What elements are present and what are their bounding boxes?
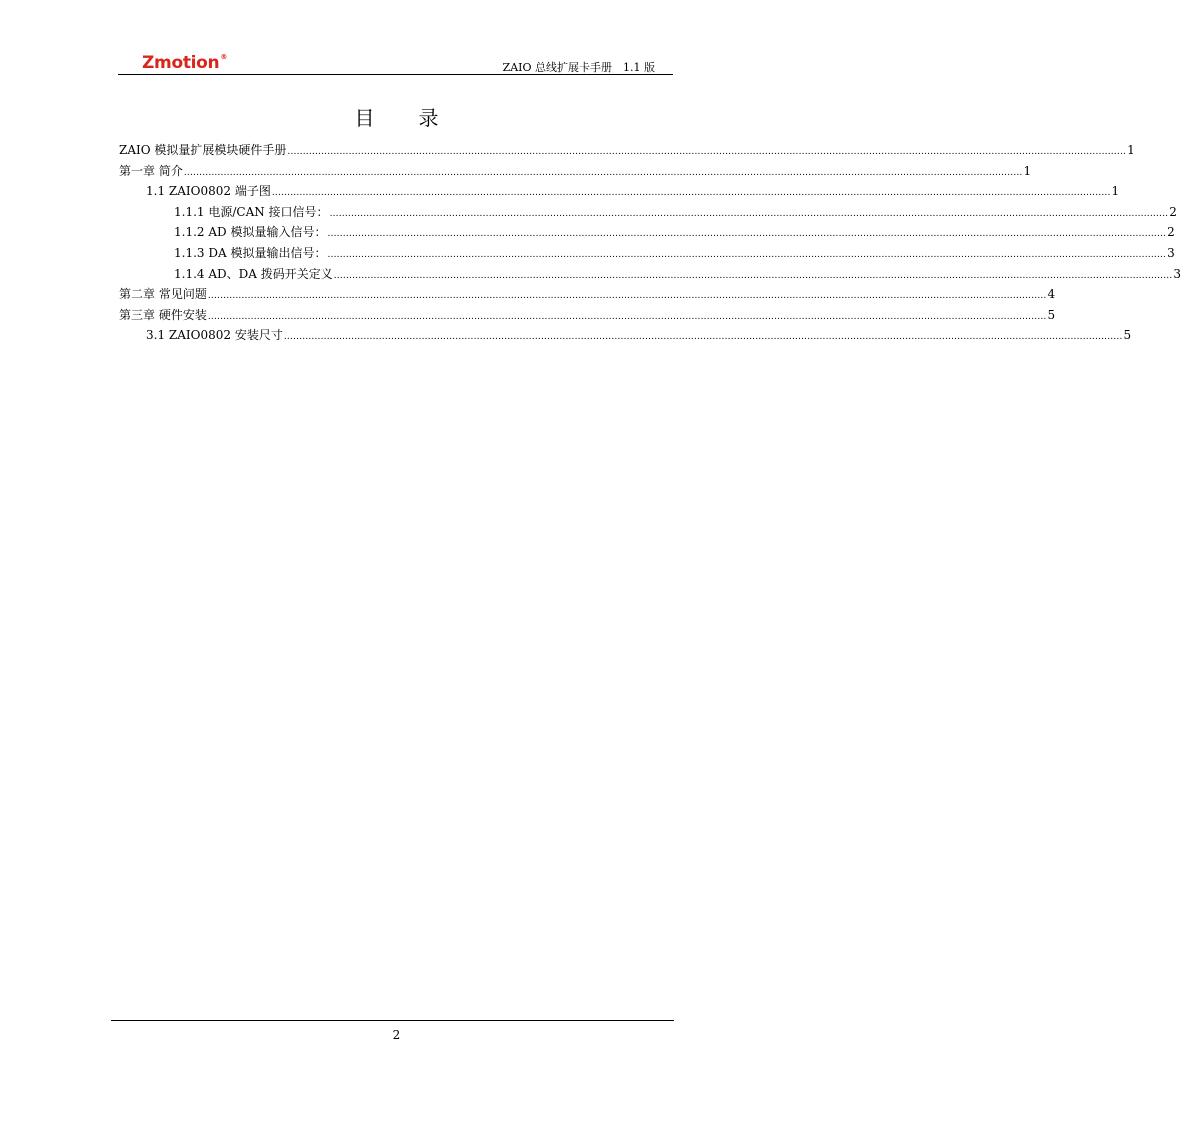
toc-entry-manual[interactable]	[119, 140, 1135, 161]
toc-leader-dots: ..................................................................................................................................................................................................................................................................................	[207, 311, 1047, 322]
toc-entry-chapter-3[interactable]	[119, 305, 1056, 326]
toc-entry-chapter-1[interactable]	[119, 161, 1032, 182]
toc-leader-dots: ..................................................................................................................................................................................................................................................................................	[333, 270, 1173, 281]
toc-entry-label: 第一章 简介	[119, 163, 183, 178]
logo-text: Zmotion	[142, 53, 220, 73]
toc-leader-dots: ..................................................................................................................................................................................................................................................................................	[327, 249, 1167, 260]
toc-entry-label: 1.1.1 电源/CAN 接口信号：	[174, 204, 329, 219]
toc-entry-label: 1.1.4 AD、DA 拨码开关定义	[174, 266, 333, 281]
toc-entry-1-1-2[interactable]	[119, 222, 1175, 243]
toc-entry-page: 4	[1047, 287, 1056, 302]
toc-leader-dots: ..................................................................................................................................................................................................................................................................................	[183, 167, 1023, 178]
toc-leader-dots: ..................................................................................................................................................................................................................................................................................	[283, 332, 1123, 343]
document-title: ZAIO 总线扩展卡手册 1.1 版	[502, 61, 655, 74]
toc-entry-page: 1	[1023, 163, 1032, 178]
registered-mark: ®	[220, 53, 228, 61]
toc-entry-page: 2	[1167, 225, 1175, 240]
toc-entry-page: 1	[1111, 184, 1120, 199]
toc-leader-dots: ..................................................................................................................................................................................................................................................................................	[329, 208, 1169, 219]
toc-entry-3-1[interactable]	[119, 325, 1132, 346]
footer-divider	[111, 1020, 674, 1021]
toc-leader-dots: ..................................................................................................................................................................................................................................................................................	[271, 188, 1111, 199]
toc-entry-page: 5	[1123, 328, 1132, 343]
toc-entry-page: 1	[1127, 143, 1135, 157]
toc-title: 目录	[354, 106, 483, 130]
toc-entry-1-1[interactable]	[119, 181, 1120, 202]
toc-leader-dots: ..................................................................................................................................................................................................................................................................................	[207, 291, 1047, 302]
toc-entry-label: 3.1 ZAIO0802 安装尺寸	[146, 328, 283, 343]
page-header	[118, 52, 673, 75]
toc-entry-1-1-4[interactable]	[119, 264, 1181, 285]
page-number: 2	[392, 1028, 401, 1042]
toc-entry-page: 3	[1173, 266, 1181, 281]
toc-entry-label: 1.1.3 DA 模拟量输出信号：	[174, 245, 327, 260]
toc-entry-page: 5	[1047, 307, 1056, 322]
zmotion-logo	[142, 53, 227, 73]
toc-entry-label: 第二章 常见问题	[119, 287, 207, 302]
toc-leader-dots: ..................................................................................................................................................................................................................................................................................	[327, 229, 1167, 240]
table-of-contents	[119, 140, 1181, 346]
toc-entry-label: 1.1 ZAIO0802 端子图	[146, 184, 271, 199]
toc-entry-page: 2	[1169, 204, 1177, 219]
toc-entry-label: ZAIO 模拟量扩展模块硬件手册	[119, 143, 287, 157]
toc-entry-1-1-3[interactable]	[119, 243, 1175, 264]
toc-entry-1-1-1[interactable]	[119, 202, 1177, 223]
toc-entry-label: 第三章 硬件安装	[119, 307, 207, 322]
toc-leader-dots: ..................................................................................................................................................................................................................................................................................	[287, 147, 1127, 157]
toc-entry-label: 1.1.2 AD 模拟量输入信号：	[174, 225, 327, 240]
toc-entry-page: 3	[1167, 245, 1175, 260]
toc-entry-chapter-2[interactable]	[119, 284, 1056, 305]
